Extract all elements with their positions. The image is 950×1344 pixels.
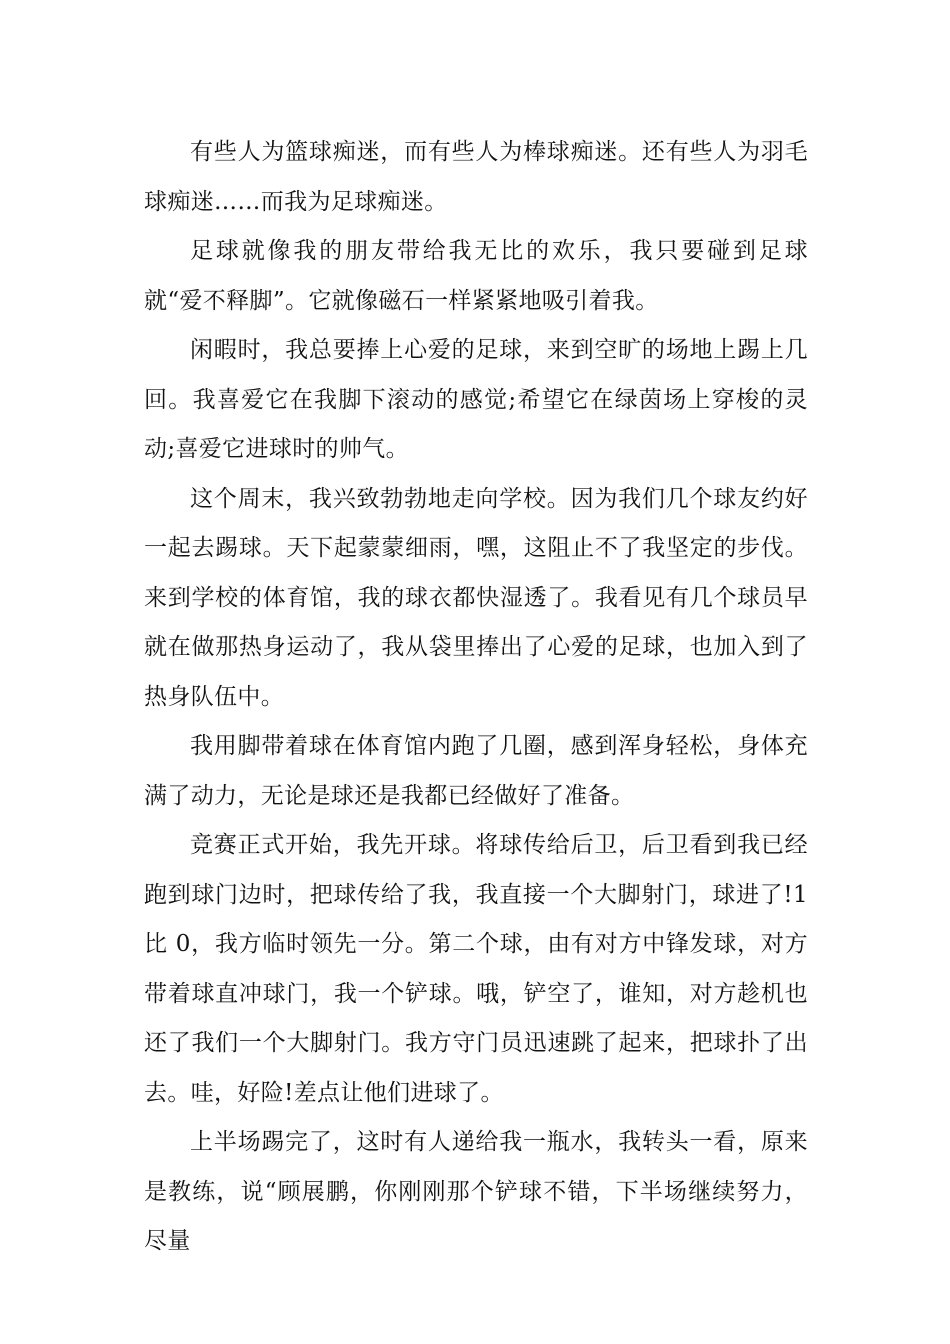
paragraph-6: 竞赛正式开始，我先开球。将球传给后卫，后卫看到我已经跑到球门边时，把球传给了我，我直接一个大脚射门，球进了!1 比 0，我方临时领先一分。第二个球，由有对方中锋发球，对方带着球直冲球门，我一个铲球。哦，铲空了，谁知，对方趁机也还了我们一个大脚射门。我方守门员迅速跳了起来，把球扑了出去。哇，好险!差点让他们进球了。 [144,832,808,1106]
paragraph-3: 闲暇时，我总要捧上心爱的足球，来到空旷的场地上踢上几回。我喜爱它在我脚下滚动的感觉;希望它在绿茵场上穿梭的灵动;喜爱它进球时的帅气。 [144,337,808,462]
paragraph-1: 有些人为篮球痴迷，而有些人为棒球痴迷。还有些人为羽毛球痴迷……而我为足球痴迷。 [144,139,808,215]
paragraph-7: 上半场踢完了，这时有人递给我一瓶水，我转头一看，原来是教练，说“顾展鹏，你刚刚那个铲球不错，下半场继续努力，尽量 [144,1129,808,1254]
essay-body [144,128,808,1267]
paragraph-4: 这个周末，我兴致勃勃地走向学校。因为我们几个球友约好一起去踢球。天下起蒙蒙细雨，嘿，这阻止不了我坚定的步伐。来到学校的体育馆，我的球衣都快湿透了。我看见有几个球员早就在做那热身运动了，我从袋里捧出了心爱的足球，也加入到了热身队伍中。 [144,485,808,710]
paragraph-2: 足球就像我的朋友带给我无比的欢乐，我只要碰到足球就“爱不释脚”。它就像磁石一样紧紧地吸引着我。 [144,238,808,314]
paragraph-5: 我用脚带着球在体育馆内跑了几圈，感到浑身轻松，身体充满了动力，无论是球还是我都已经做好了准备。 [144,733,808,809]
